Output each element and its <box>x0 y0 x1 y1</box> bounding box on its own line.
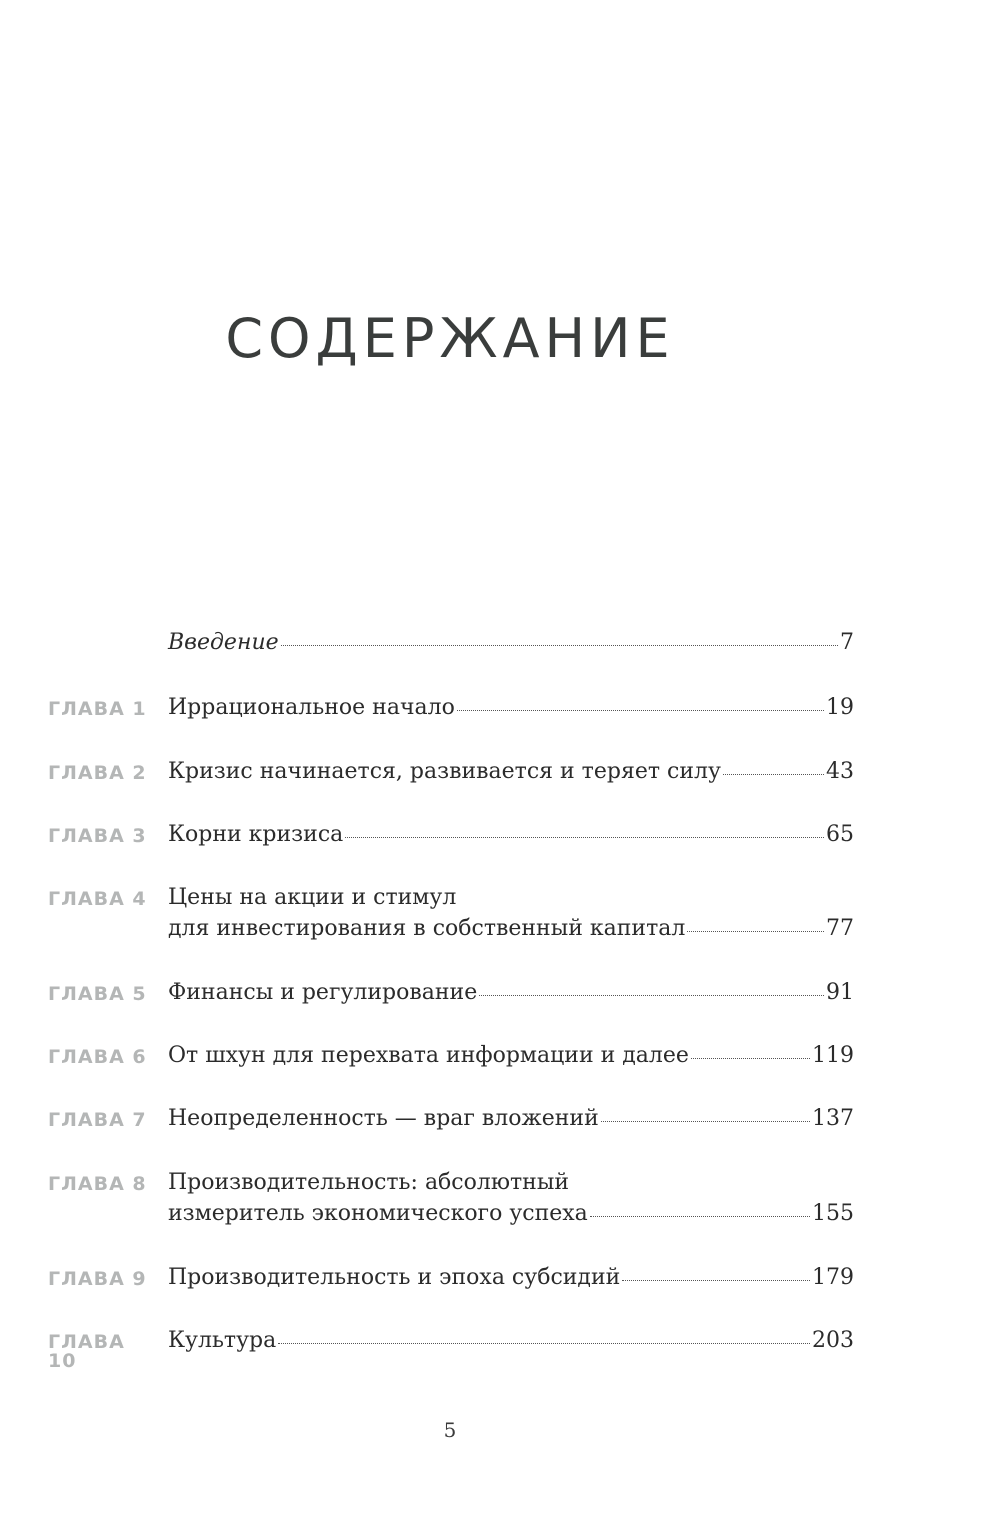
entry-title: Иррациональное начало <box>168 695 455 720</box>
toc-line <box>168 761 854 783</box>
chapter-label: ГЛАВА 9 <box>48 1268 147 1290</box>
toc-line <box>168 1172 569 1194</box>
page-number: 5 <box>443 1418 457 1442</box>
entry-page-number: 203 <box>812 1328 854 1353</box>
entry-page-number: 91 <box>826 980 854 1005</box>
chapter-label: ГЛАВА 2 <box>48 762 147 784</box>
dot-leader <box>601 1121 810 1122</box>
toc-line <box>168 697 854 719</box>
entry-page-number: 179 <box>812 1265 854 1290</box>
chapter-label: ГЛАВА 7 <box>48 1109 147 1131</box>
toc-line <box>168 1045 854 1067</box>
toc-line <box>168 918 854 940</box>
entry-page-number: 77 <box>826 916 854 941</box>
chapter-label: ГЛАВА 3 <box>48 825 147 847</box>
toc-line <box>168 632 854 654</box>
entry-page-number: 19 <box>826 695 854 720</box>
toc-line <box>168 824 854 846</box>
dot-leader <box>457 710 824 711</box>
dot-leader <box>622 1280 810 1281</box>
entry-title-line-1: Производительность: абсолютный <box>168 1170 570 1195</box>
entry-title: Корни кризиса <box>168 822 344 847</box>
entry-page-number: 7 <box>840 630 854 655</box>
entry-title: Неопределенность — враг вложений <box>168 1106 599 1131</box>
entry-title-line-1: Цены на акции и стимул <box>168 885 457 910</box>
toc-line <box>168 1203 854 1225</box>
dot-leader <box>281 645 838 646</box>
entry-title: От шхун для перехвата информации и далее <box>168 1043 689 1068</box>
dot-leader <box>345 837 824 838</box>
entry-title: Введение <box>168 630 279 655</box>
entry-page-number: 155 <box>812 1201 854 1226</box>
entry-page-number: 119 <box>812 1043 854 1068</box>
entry-title-line-2: измеритель экономического успеха <box>168 1201 588 1226</box>
toc-line <box>168 1267 854 1289</box>
chapter-label: ГЛАВА 4 <box>48 888 147 910</box>
chapter-label: ГЛАВА 5 <box>48 983 147 1005</box>
dot-leader <box>723 774 824 775</box>
dot-leader <box>691 1058 810 1059</box>
entry-title: Кризис начинается, развивается и теряет силу <box>168 759 721 784</box>
page-title: СОДЕРЖАНИЕ <box>225 307 675 370</box>
toc-line <box>168 1330 854 1352</box>
dot-leader <box>590 1216 810 1217</box>
toc-line <box>168 1108 854 1130</box>
entry-page-number: 65 <box>826 822 854 847</box>
entry-title: Производительность и эпоха субсидий <box>168 1265 621 1290</box>
chapter-label: ГЛАВА 10 <box>48 1331 125 1372</box>
chapter-label: ГЛАВА 1 <box>48 698 147 720</box>
entry-title-line-2: для инвестирования в собственный капитал <box>168 916 686 941</box>
entry-page-number: 43 <box>826 759 854 784</box>
dot-leader <box>479 995 824 996</box>
entry-title: Культура <box>168 1328 277 1353</box>
toc-line <box>168 982 854 1004</box>
chapter-label: ГЛАВА 6 <box>48 1046 147 1068</box>
dot-leader <box>687 931 824 932</box>
entry-page-number: 137 <box>812 1106 854 1131</box>
toc-line <box>168 887 456 909</box>
chapter-label: ГЛАВА 8 <box>48 1173 147 1195</box>
dot-leader <box>278 1343 810 1344</box>
entry-title: Финансы и регулирование <box>168 980 478 1005</box>
